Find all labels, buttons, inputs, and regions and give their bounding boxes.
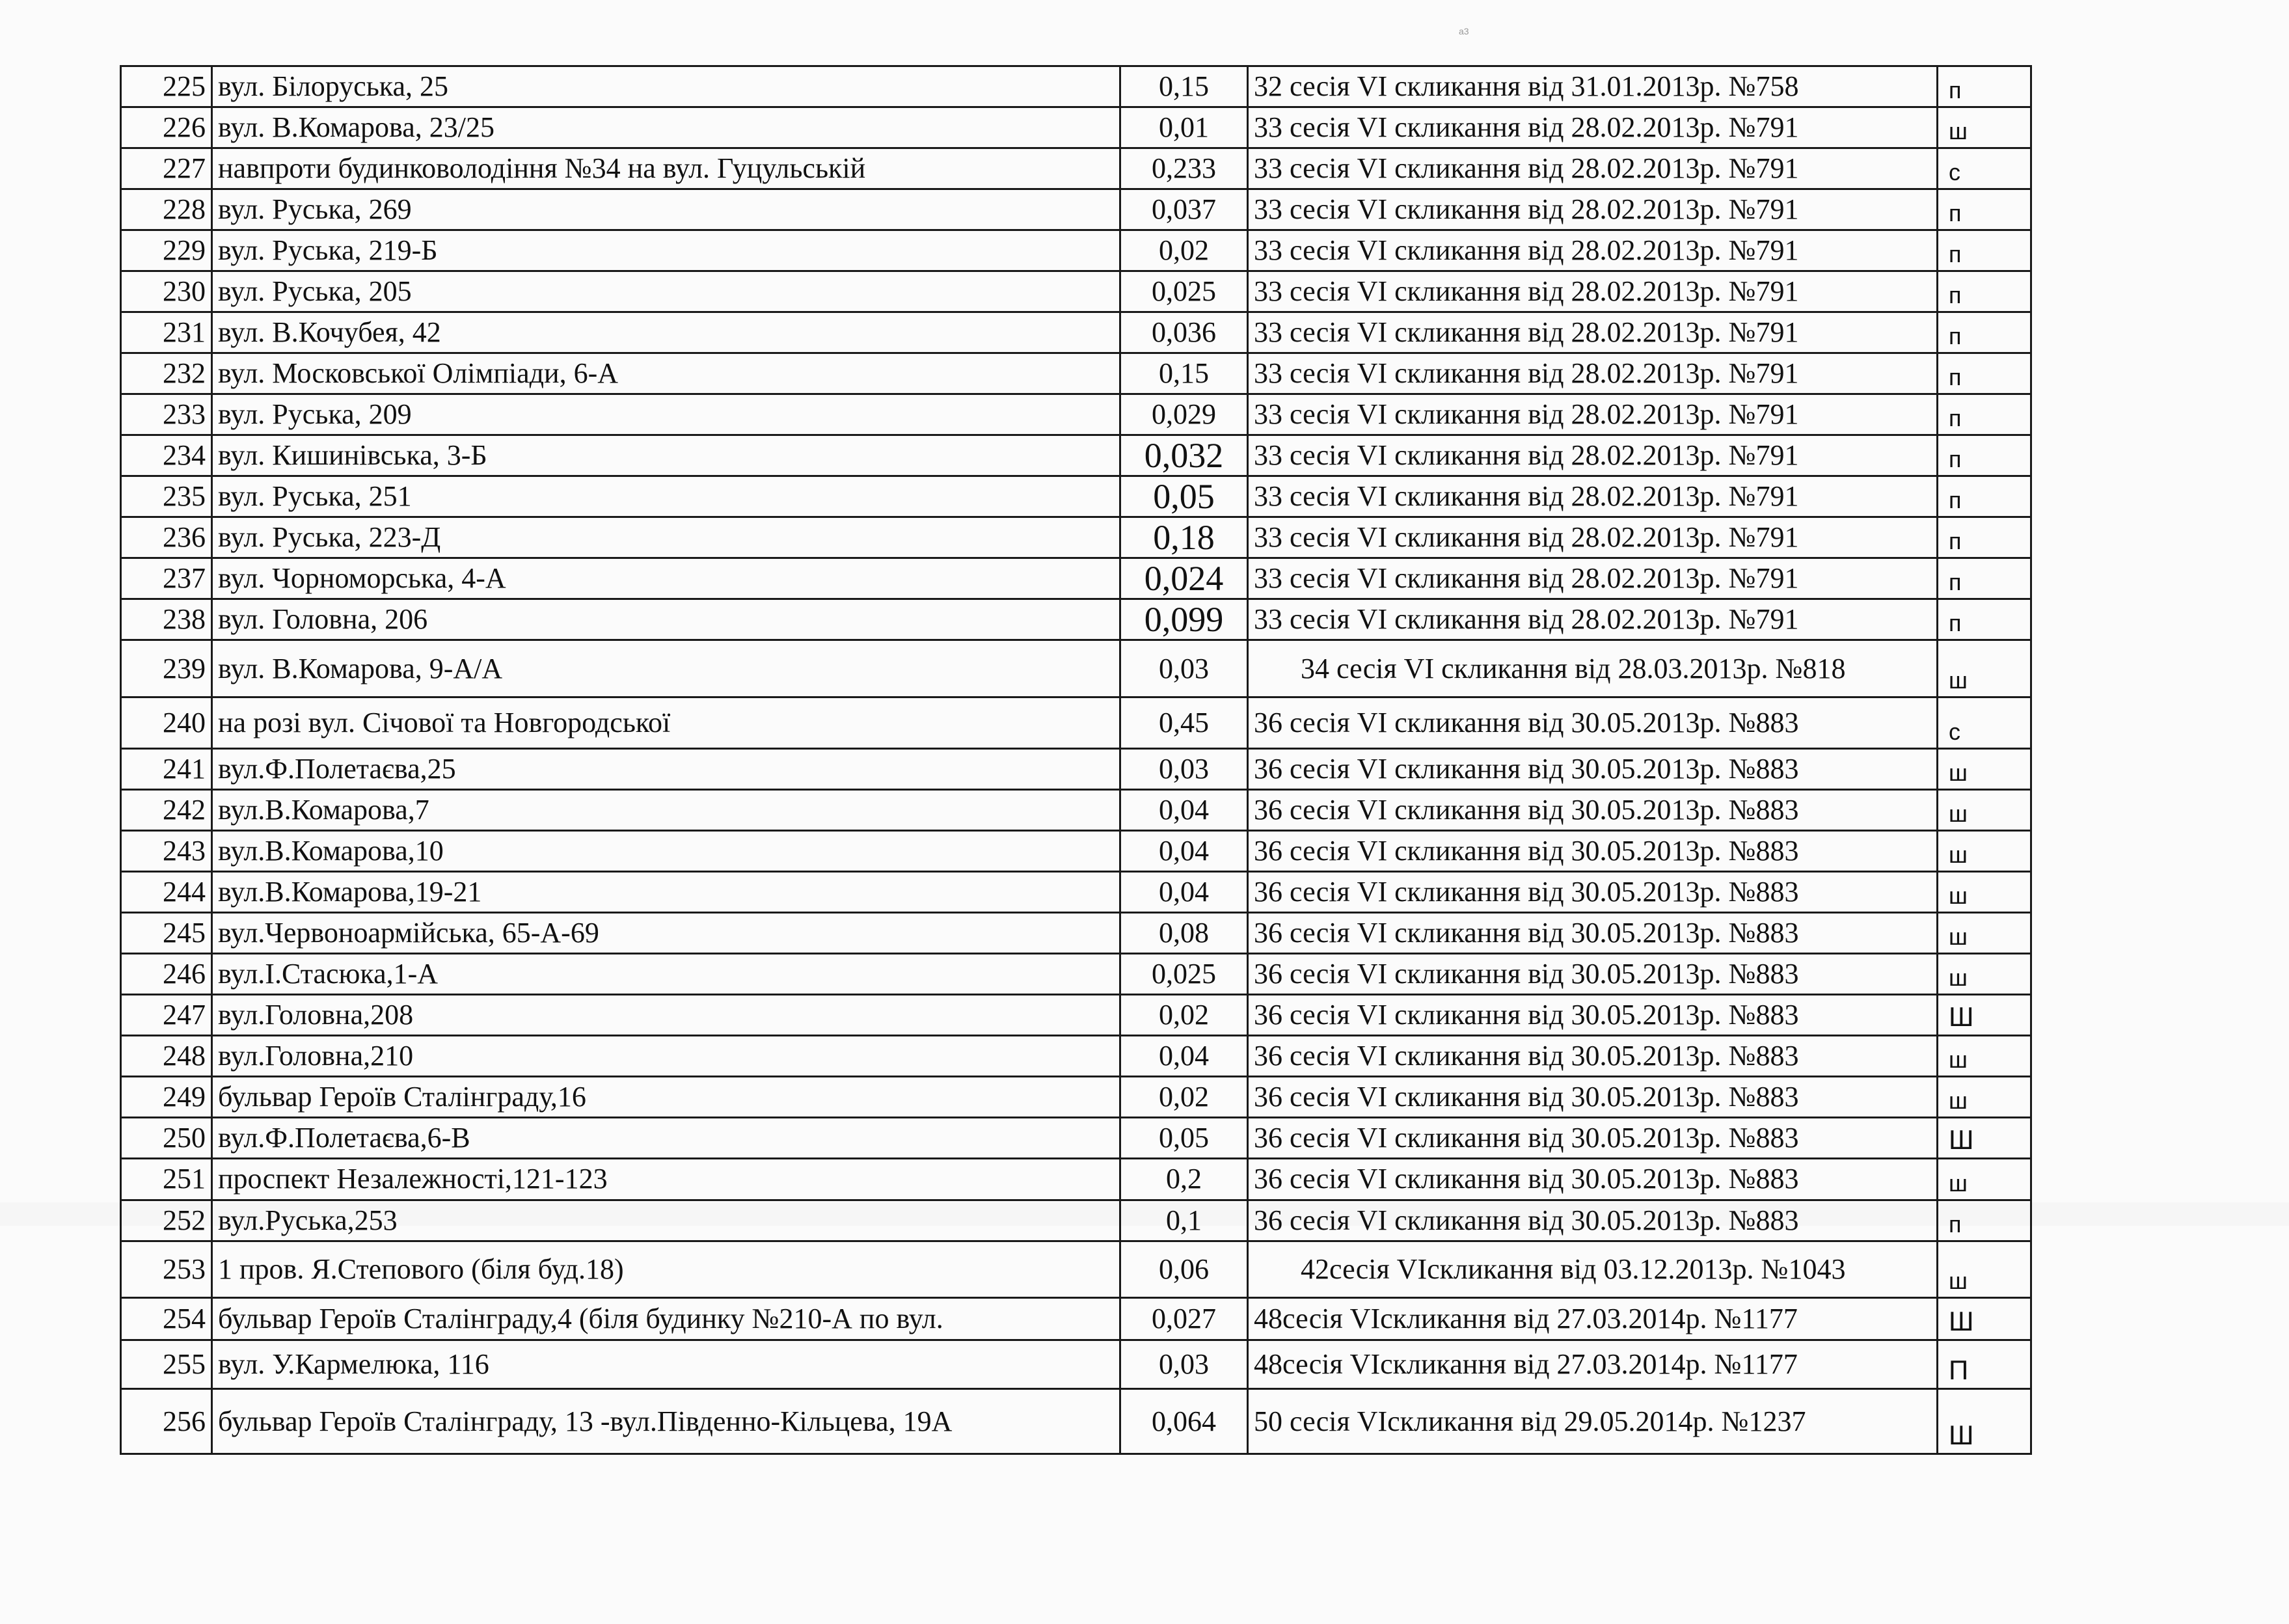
table-row [121, 66, 2031, 107]
plot-area: 0,233 [1120, 148, 1248, 189]
plot-number: 243 [121, 831, 212, 872]
plot-number: 229 [121, 230, 212, 271]
council-decision: 33 сесія VI скликання від 28.02.2013р. №791 [1248, 476, 1938, 517]
plot-area: 0,03 [1120, 1340, 1248, 1389]
page-mark: а3 [1459, 26, 1469, 36]
plot-address: вул. Білоруська, 25 [212, 66, 1120, 107]
plot-address: вул. Руська, 209 [212, 394, 1120, 435]
plot-address: вул. Кишинівська, 3-Б [212, 435, 1120, 476]
plot-category: ш [1938, 1036, 2031, 1077]
plot-area: 0,04 [1120, 1036, 1248, 1077]
plot-address: вул. Руська, 219-Б [212, 230, 1120, 271]
plot-number: 254 [121, 1297, 212, 1340]
plot-area: 0,02 [1120, 1077, 1248, 1118]
council-decision: 36 сесія VI скликання від 30.05.2013р. №883 [1248, 831, 1938, 872]
plot-address: вул.В.Комарова,19-21 [212, 872, 1120, 913]
plot-address: вул. Руська, 205 [212, 271, 1120, 312]
plot-number: 251 [121, 1159, 212, 1200]
plot-area: 0,01 [1120, 107, 1248, 148]
plot-address: вул.В.Комарова,10 [212, 831, 1120, 872]
plot-address: вул.Червоноармійська, 65-А-69 [212, 913, 1120, 954]
plot-number: 230 [121, 271, 212, 312]
plot-address: 1 пров. Я.Степового (біля буд.18) [212, 1241, 1120, 1297]
plot-area: 0,2 [1120, 1159, 1248, 1200]
plot-address: вул.Ф.Полетаєва,6-В [212, 1118, 1120, 1159]
plot-category: п [1938, 435, 2031, 476]
council-decision: 33 сесія VI скликання від 28.02.2013р. №791 [1248, 230, 1938, 271]
plot-area: 0,02 [1120, 995, 1248, 1036]
council-decision: 33 сесія VI скликання від 28.02.2013р. №791 [1248, 394, 1938, 435]
council-decision: 33 сесія VI скликання від 28.02.2013р. №791 [1248, 435, 1938, 476]
plot-category: Ш [1938, 1389, 2031, 1454]
plot-address: вул. Руська, 269 [212, 189, 1120, 230]
table-row [121, 312, 2031, 353]
table-row [121, 1297, 2031, 1340]
table-row [121, 230, 2031, 271]
plot-number: 227 [121, 148, 212, 189]
plot-number: 233 [121, 394, 212, 435]
council-decision: 42сесія VIскликання від 03.12.2013р. №1043 [1248, 1241, 1938, 1297]
council-decision: 32 сесія VI скликання від 31.01.2013р. №758 [1248, 66, 1938, 107]
plot-category: п [1938, 476, 2031, 517]
plot-category: ш [1938, 1241, 2031, 1297]
plot-category: п [1938, 599, 2031, 640]
plot-number: 225 [121, 66, 212, 107]
plot-number: 228 [121, 189, 212, 230]
table-row [121, 107, 2031, 148]
table-row [121, 435, 2031, 476]
plot-area: 0,04 [1120, 831, 1248, 872]
plot-address: вул. Руська, 223-Д [212, 517, 1120, 558]
plot-category: ш [1938, 954, 2031, 995]
plot-area: 0,027 [1120, 1297, 1248, 1340]
plot-address: на розі вул. Січової та Новгородської [212, 697, 1120, 748]
table-row [121, 353, 2031, 394]
plot-number: 248 [121, 1036, 212, 1077]
plot-number: 237 [121, 558, 212, 599]
table-row [121, 148, 2031, 189]
plot-area: 0,024 [1120, 558, 1248, 599]
council-decision: 33 сесія VI скликання від 28.02.2013р. №791 [1248, 271, 1938, 312]
table-row [121, 1241, 2031, 1297]
plot-address: вул. Московської Олімпіади, 6-А [212, 353, 1120, 394]
council-decision: 33 сесія VI скликання від 28.02.2013р. №791 [1248, 312, 1938, 353]
plot-category: ш [1938, 790, 2031, 831]
plot-category: ш [1938, 872, 2031, 913]
council-decision: 36 сесія VI скликання від 30.05.2013р. №883 [1248, 1200, 1938, 1241]
council-decision: 50 сесія VIскликання від 29.05.2014р. №1237 [1248, 1389, 1938, 1454]
table-row [121, 872, 2031, 913]
plot-number: 236 [121, 517, 212, 558]
plot-number: 234 [121, 435, 212, 476]
table-row [121, 1036, 2031, 1077]
council-decision: 33 сесія VI скликання від 28.02.2013р. №791 [1248, 599, 1938, 640]
plot-area: 0,08 [1120, 913, 1248, 954]
table-row [121, 790, 2031, 831]
plot-address: бульвар Героїв Сталінграду,4 (біля будинку №210-А по вул. [212, 1297, 1120, 1340]
land-plot-register-table [120, 65, 2032, 1455]
council-decision: 34 сесія VI скликання від 28.03.2013р. №818 [1248, 640, 1938, 697]
table-row [121, 558, 2031, 599]
plot-category: ш [1938, 1159, 2031, 1200]
plot-category: П [1938, 1340, 2031, 1389]
plot-category: п [1938, 558, 2031, 599]
plot-number: 244 [121, 872, 212, 913]
plot-number: 249 [121, 1077, 212, 1118]
plot-address: вул.Ф.Полетаєва,25 [212, 749, 1120, 790]
plot-category: п [1938, 394, 2031, 435]
plot-number: 240 [121, 697, 212, 748]
council-decision: 36 сесія VI скликання від 30.05.2013р. №883 [1248, 995, 1938, 1036]
plot-number: 241 [121, 749, 212, 790]
plot-number: 242 [121, 790, 212, 831]
plot-area: 0,029 [1120, 394, 1248, 435]
plot-address: вул.І.Стасюка,1-А [212, 954, 1120, 995]
table-row [121, 697, 2031, 748]
council-decision: 36 сесія VI скликання від 30.05.2013р. №883 [1248, 1159, 1938, 1200]
plot-category: п [1938, 66, 2031, 107]
plot-category: п [1938, 1200, 2031, 1241]
plot-category: ш [1938, 831, 2031, 872]
plot-category: Ш [1938, 995, 2031, 1036]
plot-area: 0,032 [1120, 435, 1248, 476]
table-row [121, 1159, 2031, 1200]
plot-number: 252 [121, 1200, 212, 1241]
plot-address: вул. В.Комарова, 9-А/А [212, 640, 1120, 697]
plot-number: 255 [121, 1340, 212, 1389]
table-row [121, 640, 2031, 697]
plot-area: 0,02 [1120, 230, 1248, 271]
council-decision: 36 сесія VI скликання від 30.05.2013р. №883 [1248, 790, 1938, 831]
plot-category: ш [1938, 913, 2031, 954]
plot-area: 0,1 [1120, 1200, 1248, 1241]
plot-number: 246 [121, 954, 212, 995]
plot-address: вул.Головна,210 [212, 1036, 1120, 1077]
plot-address: навпроти будинковолодіння №34 на вул. Гуцульській [212, 148, 1120, 189]
plot-number: 245 [121, 913, 212, 954]
table-row [121, 476, 2031, 517]
plot-number: 235 [121, 476, 212, 517]
plot-category: с [1938, 697, 2031, 748]
council-decision: 36 сесія VI скликання від 30.05.2013р. №883 [1248, 872, 1938, 913]
council-decision: 36 сесія VI скликання від 30.05.2013р. №883 [1248, 749, 1938, 790]
table-row [121, 1118, 2031, 1159]
table-row [121, 913, 2031, 954]
table-row [121, 189, 2031, 230]
table-row [121, 1389, 2031, 1454]
table-row [121, 517, 2031, 558]
table-row [121, 394, 2031, 435]
plot-area: 0,025 [1120, 271, 1248, 312]
table-row [121, 271, 2031, 312]
council-decision: 36 сесія VI скликання від 30.05.2013р. №883 [1248, 697, 1938, 748]
plot-address: вул.Руська,253 [212, 1200, 1120, 1241]
table-row [121, 749, 2031, 790]
council-decision: 33 сесія VI скликання від 28.02.2013р. №791 [1248, 148, 1938, 189]
plot-address: вул. В.Кочубея, 42 [212, 312, 1120, 353]
plot-address: вул. Чорноморська, 4-А [212, 558, 1120, 599]
plot-number: 256 [121, 1389, 212, 1454]
plot-number: 232 [121, 353, 212, 394]
table-row [121, 1200, 2031, 1241]
plot-area: 0,15 [1120, 353, 1248, 394]
plot-number: 253 [121, 1241, 212, 1297]
plot-area: 0,064 [1120, 1389, 1248, 1454]
plot-area: 0,025 [1120, 954, 1248, 995]
plot-category: Ш [1938, 1118, 2031, 1159]
plot-category: п [1938, 353, 2031, 394]
plot-number: 226 [121, 107, 212, 148]
plot-area: 0,05 [1120, 476, 1248, 517]
plot-area: 0,06 [1120, 1241, 1248, 1297]
plot-address: проспект Незалежності,121-123 [212, 1159, 1120, 1200]
council-decision: 48сесія VIскликання від 27.03.2014р. №1177 [1248, 1340, 1938, 1389]
plot-area: 0,03 [1120, 749, 1248, 790]
plot-address: вул.Головна,208 [212, 995, 1120, 1036]
council-decision: 36 сесія VI скликання від 30.05.2013р. №883 [1248, 1118, 1938, 1159]
council-decision: 33 сесія VI скликання від 28.02.2013р. №791 [1248, 517, 1938, 558]
plot-address: вул.В.Комарова,7 [212, 790, 1120, 831]
table-row [121, 831, 2031, 872]
plot-address: бульвар Героїв Сталінграду, 13 -вул.Південно-Кільцева, 19А [212, 1389, 1120, 1454]
plot-area: 0,18 [1120, 517, 1248, 558]
plot-address: вул. У.Кармелюка, 116 [212, 1340, 1120, 1389]
plot-area: 0,05 [1120, 1118, 1248, 1159]
plot-category: Ш [1938, 1297, 2031, 1340]
table-row [121, 954, 2031, 995]
council-decision: 33 сесія VI скликання від 28.02.2013р. №791 [1248, 558, 1938, 599]
plot-area: 0,037 [1120, 189, 1248, 230]
plot-category: п [1938, 312, 2031, 353]
plot-number: 239 [121, 640, 212, 697]
plot-area: 0,036 [1120, 312, 1248, 353]
plot-number: 238 [121, 599, 212, 640]
plot-category: п [1938, 230, 2031, 271]
plot-category: с [1938, 148, 2031, 189]
plot-address: вул. Руська, 251 [212, 476, 1120, 517]
plot-category: ш [1938, 107, 2031, 148]
plot-category: ш [1938, 749, 2031, 790]
plot-category: п [1938, 189, 2031, 230]
plot-area: 0,04 [1120, 872, 1248, 913]
table-row [121, 995, 2031, 1036]
plot-area: 0,04 [1120, 790, 1248, 831]
plot-number: 247 [121, 995, 212, 1036]
plot-number: 231 [121, 312, 212, 353]
council-decision: 33 сесія VI скликання від 28.02.2013р. №791 [1248, 353, 1938, 394]
table-row [121, 599, 2031, 640]
council-decision: 36 сесія VI скликання від 30.05.2013р. №883 [1248, 954, 1938, 995]
plot-area: 0,15 [1120, 66, 1248, 107]
plot-category: ш [1938, 1077, 2031, 1118]
plot-address: бульвар Героїв Сталінграду,16 [212, 1077, 1120, 1118]
register-body [121, 66, 2031, 1454]
council-decision: 33 сесія VI скликання від 28.02.2013р. №791 [1248, 107, 1938, 148]
plot-address: вул. Головна, 206 [212, 599, 1120, 640]
plot-address: вул. В.Комарова, 23/25 [212, 107, 1120, 148]
council-decision: 36 сесія VI скликання від 30.05.2013р. №883 [1248, 1077, 1938, 1118]
plot-number: 250 [121, 1118, 212, 1159]
plot-area: 0,45 [1120, 697, 1248, 748]
table-row [121, 1077, 2031, 1118]
council-decision: 48сесія VIскликання від 27.03.2014р. №1177 [1248, 1297, 1938, 1340]
table-row [121, 1340, 2031, 1389]
plot-category: п [1938, 271, 2031, 312]
plot-area: 0,03 [1120, 640, 1248, 697]
council-decision: 36 сесія VI скликання від 30.05.2013р. №883 [1248, 913, 1938, 954]
plot-category: ш [1938, 640, 2031, 697]
council-decision: 33 сесія VI скликання від 28.02.2013р. №791 [1248, 189, 1938, 230]
plot-category: п [1938, 517, 2031, 558]
council-decision: 36 сесія VI скликання від 30.05.2013р. №883 [1248, 1036, 1938, 1077]
plot-area: 0,099 [1120, 599, 1248, 640]
